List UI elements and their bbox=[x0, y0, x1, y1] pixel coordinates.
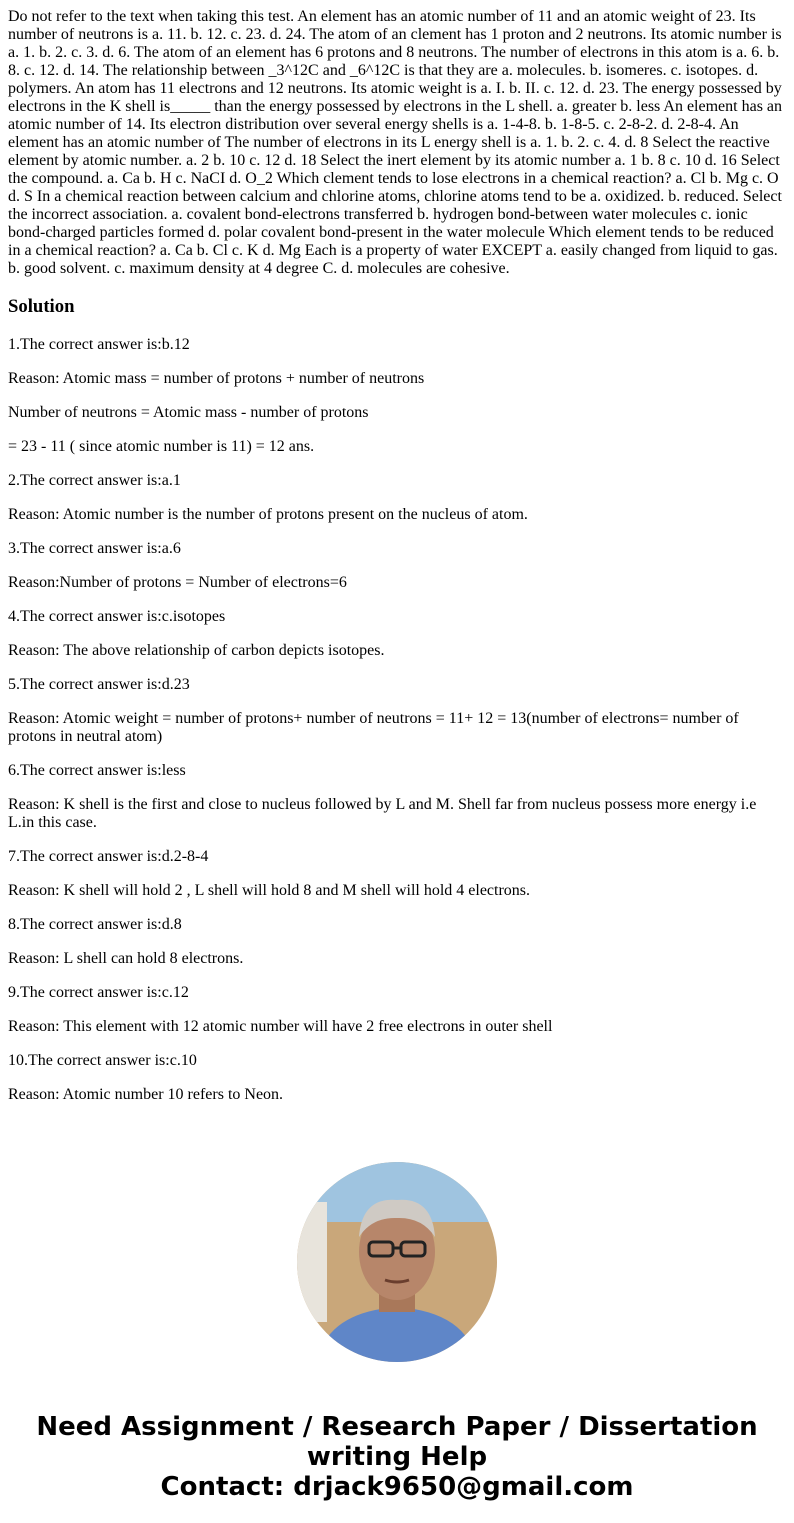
solution-reason: Reason: K shell will hold 2 , L shell will hold 8 and M shell will hold 4 electrons. bbox=[8, 882, 531, 899]
footer-banner bbox=[8, 1412, 786, 1502]
solution-line: 7.The correct answer is:d.2-8-4 bbox=[8, 848, 209, 865]
footer-contact: Contact: drjack9650@gmail.com bbox=[160, 1472, 634, 1502]
solution-line: 4.The correct answer is:c.isotopes bbox=[8, 608, 226, 625]
question-text: Do not refer to the text when taking this test. An element has an atomic number of 11 and an atomic weight of 23. Its number of neutrons is a. 11. b. 12. c. 23. d. 24. The atom of an clement has 1 proton and 2 neutrons. Its atomic number is a. 1. b. 2. c. 3. d. 6. The atom of an element has 6 protons and 8 neutrons. The number of electrons in this atom is a. 6. b. 8. c. 12. d. 14. The relationship between _3^12C and _6^12C is that they are a. molecules. b. isomeres. c. isotopes. d. polymers. An atom has 11 electrons and 12 neutrons. Its atomic weight is a. I. b. II. c. 12. d. 23. The energy possessed by electrons in the K shell is_____ than the energy possessed by electrons in the L shell. a. greater b. less An element has an atomic number of 14. Its electron distribution over several energy shells is a. 1-4-8. b. 1-8-5. c. 2-8-2. d. 2-8-4. An element has an atomic number of The number of electrons in its L energy shell is a. 1. b. 2. c. 4. d. 8 Select the reactive element by atomic number. a. 2 b. 10 c. 12 d. 18 Select the inert element by its atomic number a. 1 b. 8 c. 10 d. 16 Select the compound. a. Ca b. H c. NaCI d. O_2 Which clement tends to lose electrons in a chemical reaction? a. Cl b. Mg c. O d. S In a chemical reaction between calcium and chlorine atoms, chlorine atoms tend to be a. oxidized. b. reduced. Select the incorrect association. a. covalent bond-electrons transferred b. hydrogen bond-between water molecules c. ionic bond-charged particles formed d. polar covalent bond-present in the water molecule Which element tends to be reduced in a chemical reaction? a. Ca b. Cl c. K d. Mg Each is a property of water EXCEPT a. easily changed from liquid to gas. b. good solvent. c. maximum density at 4 degree C. d. molecules are cohesive. bbox=[8, 8, 783, 277]
solution-line: 5.The correct answer is:d.23 bbox=[8, 676, 190, 693]
solution-line: 6.The correct answer is:less bbox=[8, 762, 186, 779]
solution-reason: Reason:Number of protons = Number of electrons=6 bbox=[8, 574, 347, 591]
solution-reason: Reason: This element with 12 atomic number will have 2 free electrons in outer shell bbox=[8, 1018, 553, 1035]
solution-reason: Reason: Atomic number is the number of protons present on the nucleus of atom. bbox=[8, 506, 528, 523]
solution-line: = 23 - 11 ( since atomic number is 11) = 12 ans. bbox=[8, 438, 315, 455]
solution-reason: Reason: The above relationship of carbon depicts isotopes. bbox=[8, 642, 385, 659]
solution-line: 3.The correct answer is:a.6 bbox=[8, 540, 181, 557]
solution-line: 9.The correct answer is:c.12 bbox=[8, 984, 189, 1001]
solution-reason: Reason: K shell is the first and close to nucleus followed by L and M. Shell far from nucleus possess more energy i.e L.in this case. bbox=[8, 796, 757, 831]
solution-body bbox=[8, 336, 786, 1104]
solution-reason: Reason: Atomic weight = number of protons+ number of neutrons = 11+ 12 = 13(number of electrons= number of protons in neutral atom) bbox=[8, 710, 739, 745]
solution-reason: Reason: Atomic number 10 refers to Neon. bbox=[8, 1086, 284, 1103]
solution-line: 10.The correct answer is:c.10 bbox=[8, 1052, 197, 1069]
footer-help-text: Need Assignment / Research Paper / Dissertation writing Help bbox=[36, 1412, 758, 1472]
solution-heading: Solution bbox=[8, 296, 75, 317]
author-avatar bbox=[297, 1162, 497, 1362]
solution-line: 8.The correct answer is:d.8 bbox=[8, 916, 182, 933]
solution-line: 1.The correct answer is:b.12 bbox=[8, 336, 190, 353]
solution-line: Number of neutrons = Atomic mass - number of protons bbox=[8, 404, 369, 421]
solution-reason: Reason: L shell can hold 8 electrons. bbox=[8, 950, 244, 967]
solution-line: 2.The correct answer is:a.1 bbox=[8, 472, 181, 489]
solution-reason: Reason: Atomic mass = number of protons + number of neutrons bbox=[8, 370, 425, 387]
